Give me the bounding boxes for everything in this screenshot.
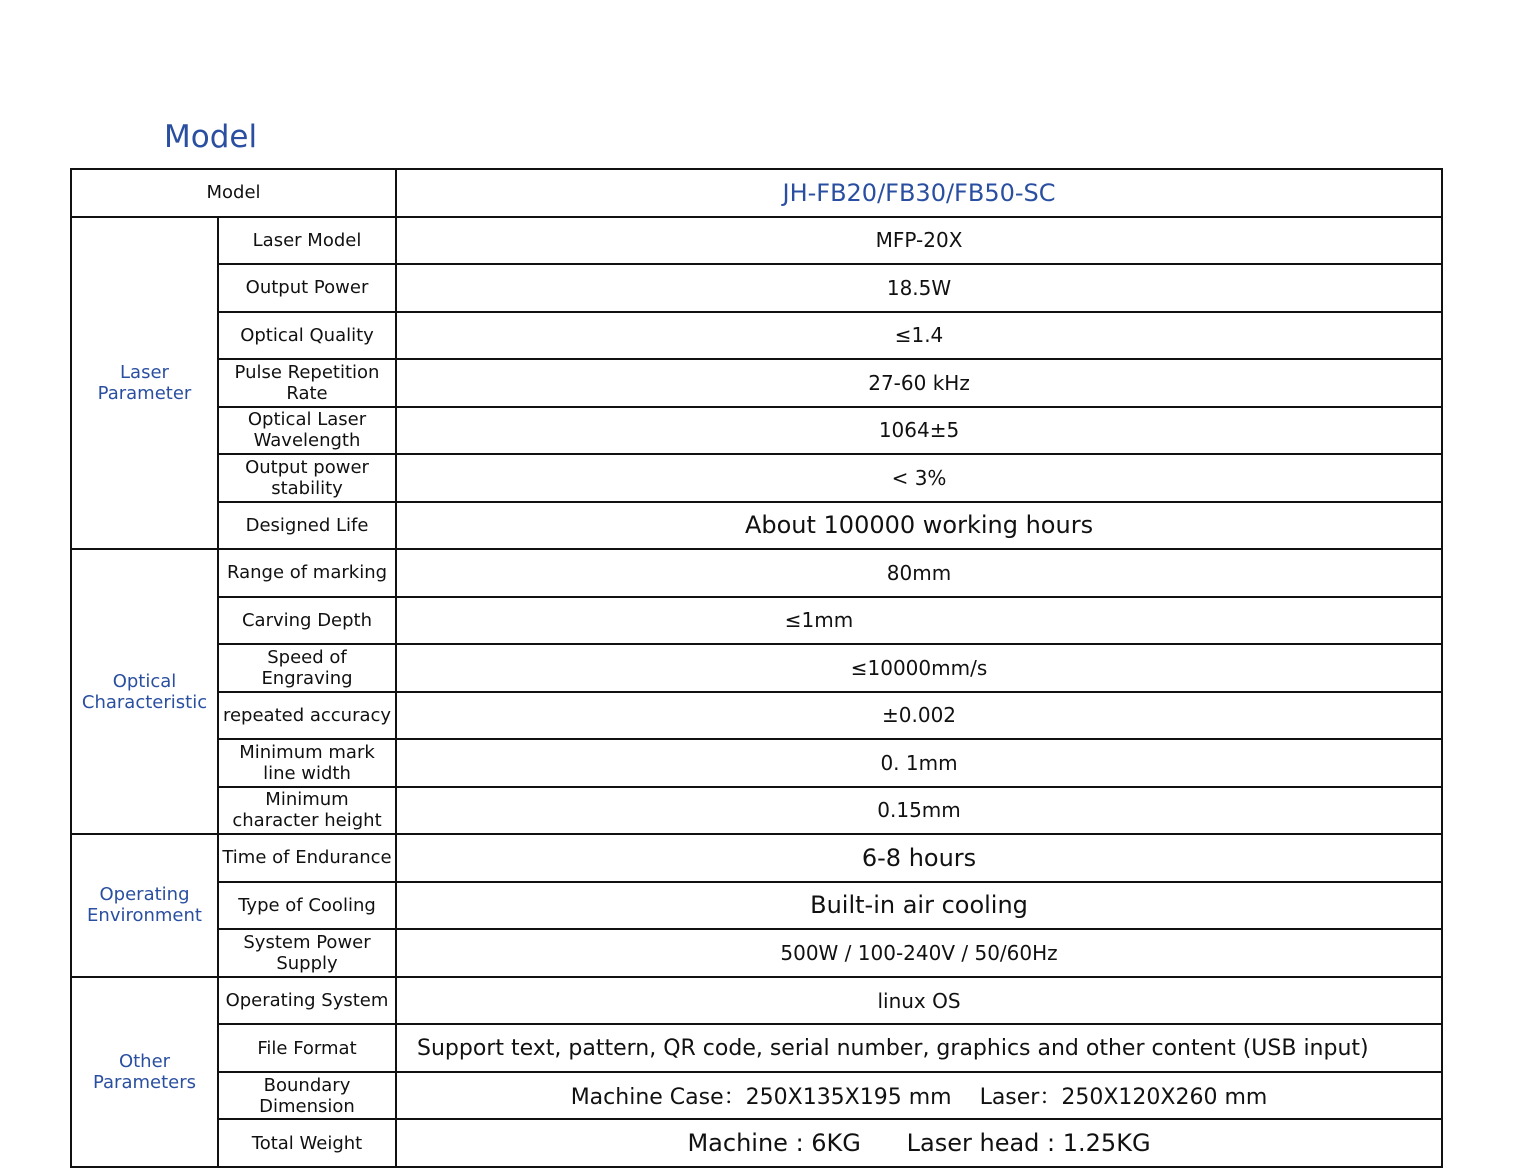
param-label — [218, 312, 396, 360]
param-text: repeated accuracy — [222, 704, 392, 726]
param-text: Boundary Dimension — [259, 1074, 355, 1117]
model-label: Model — [71, 169, 396, 217]
param-text: Total Weight — [251, 1132, 363, 1154]
table-row — [71, 264, 1442, 312]
param-label — [218, 787, 396, 835]
param-value: ≤1.4 — [396, 312, 1442, 360]
param-value: 0.15mm — [396, 787, 1442, 835]
table-row — [71, 217, 1442, 265]
table-row — [71, 359, 1442, 407]
model-value: JH-FB20/FB30/FB50-SC — [396, 169, 1442, 217]
category-operating-environment — [71, 834, 218, 977]
param-label — [218, 644, 396, 692]
category-other-parameters — [71, 977, 218, 1167]
param-label — [218, 454, 396, 502]
param-label — [218, 407, 396, 455]
table-row — [71, 1024, 1442, 1072]
param-value: 500W / 100-240V / 50/60Hz — [396, 929, 1442, 977]
param-text: File Format — [257, 1037, 357, 1059]
param-value: ≤1mm — [396, 597, 1442, 645]
param-label — [218, 502, 396, 550]
param-label — [218, 1024, 396, 1072]
table-row — [71, 1072, 1442, 1120]
table-row — [71, 312, 1442, 360]
table-row — [71, 549, 1442, 597]
param-value: About 100000 working hours — [396, 502, 1442, 550]
param-text: Minimum character height — [232, 789, 382, 832]
table-row — [71, 787, 1442, 835]
param-label — [218, 977, 396, 1025]
param-text: Designed Life — [245, 514, 369, 536]
param-label — [218, 359, 396, 407]
table-row — [71, 502, 1442, 550]
param-value: ≤10000mm/s — [396, 644, 1442, 692]
category-label: Laser Parameter — [97, 361, 192, 404]
param-text: Output Power — [245, 277, 369, 299]
param-label — [218, 217, 396, 265]
table-row — [71, 834, 1442, 882]
param-value: Support text, pattern, QR code, serial number, graphics and other content (USB input) — [396, 1024, 1442, 1072]
param-text: Operating System — [225, 990, 389, 1012]
category-optical-characteristic — [71, 549, 218, 834]
param-text: System Power Supply — [243, 932, 371, 974]
param-value: 0. 1mm — [396, 739, 1442, 787]
category-laser-parameter — [71, 217, 218, 550]
param-label — [218, 929, 396, 977]
category-label: Operating Environment — [87, 884, 202, 927]
param-value: Machine : 6KG Laser head : 1.25KG — [396, 1119, 1442, 1167]
param-value: 1064±5 — [396, 407, 1442, 455]
param-value: ±0.002 — [396, 692, 1442, 740]
table-row — [71, 407, 1442, 455]
param-value: 27-60 kHz — [396, 359, 1442, 407]
model-row — [71, 169, 1442, 217]
table-row — [71, 644, 1442, 692]
param-label — [218, 882, 396, 930]
category-label: Other Parameters — [92, 1050, 197, 1093]
param-label — [218, 264, 396, 312]
param-label — [218, 597, 396, 645]
spec-table — [70, 168, 1443, 1168]
table-row — [71, 454, 1442, 502]
category-label: Optical Characteristic — [81, 670, 208, 713]
param-value: MFP-20X — [396, 217, 1442, 265]
param-value: 18.5W — [396, 264, 1442, 312]
param-value: Machine Case：250X135X195 mm Laser：250X120X260 mm — [396, 1072, 1442, 1120]
page-heading: Model — [164, 119, 258, 155]
param-text: Minimum mark line width — [239, 741, 375, 784]
table-row — [71, 739, 1442, 787]
table-row — [71, 692, 1442, 740]
param-text: Time of Endurance — [222, 847, 392, 869]
param-label — [218, 1072, 396, 1120]
param-value: 80mm — [396, 549, 1442, 597]
param-value: 6-8 hours — [396, 834, 1442, 882]
param-text: Optical Quality — [240, 324, 374, 346]
param-label — [218, 739, 396, 787]
param-text: Speed of Engraving — [261, 646, 353, 689]
param-text: Output power stability — [245, 456, 369, 499]
param-label — [218, 692, 396, 740]
param-text: Pulse Repetition Rate — [234, 361, 380, 404]
param-text: Optical Laser Wavelength — [247, 409, 367, 452]
table-row — [71, 597, 1442, 645]
table-row — [71, 1119, 1442, 1167]
param-value: linux OS — [396, 977, 1442, 1025]
param-text: Range of marking — [226, 562, 388, 584]
param-text: Laser Model — [252, 229, 362, 251]
table-row — [71, 977, 1442, 1025]
param-value: Built-in air cooling — [396, 882, 1442, 930]
table-row — [71, 929, 1442, 977]
param-text: Type of Cooling — [238, 894, 376, 916]
param-value: < 3% — [396, 454, 1442, 502]
param-label — [218, 549, 396, 597]
param-text: Carving Depth — [241, 609, 373, 631]
param-label — [218, 834, 396, 882]
table-row — [71, 882, 1442, 930]
param-label — [218, 1119, 396, 1167]
